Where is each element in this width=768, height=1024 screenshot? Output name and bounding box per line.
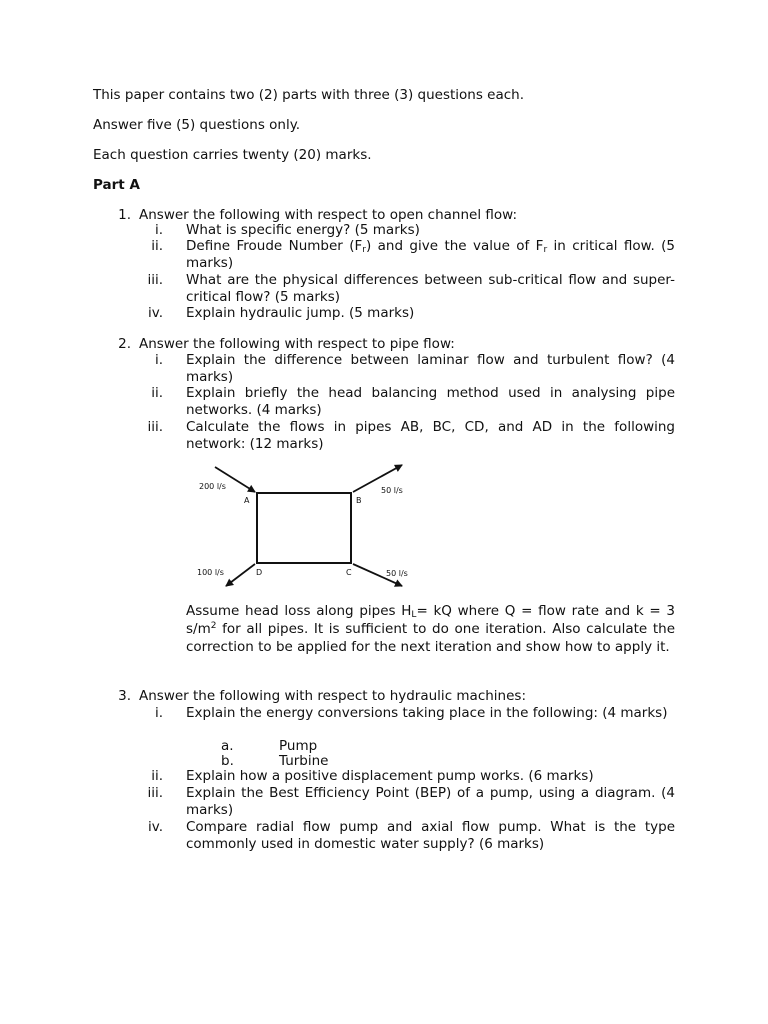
node-label-a: A <box>244 496 250 505</box>
pipe-loop <box>257 493 351 563</box>
question-stem: Answer the following with respect to open channel flow: <box>139 207 517 223</box>
subitem-letter: b. <box>221 753 234 769</box>
subitem-text: Pump <box>279 738 318 754</box>
assumption-note <box>186 602 675 656</box>
note-text: Assume head loss along pipes H <box>186 603 412 619</box>
list-item: What are the physical differences between sub-critical flow and super-critical flow? (5 marks) <box>186 272 675 305</box>
item-numeral: ii. <box>151 768 163 784</box>
list-item: What is specific energy? (5 marks) <box>186 222 420 238</box>
superscript: 2 <box>210 621 217 631</box>
item-text: in critical flow. (5 marks) <box>186 238 675 271</box>
item-text: ) and give the value of F <box>365 238 544 254</box>
list-item: Explain the difference between laminar flow and turbulent flow? (4 marks) <box>186 352 675 385</box>
item-numeral: i. <box>154 705 163 721</box>
intro-line-answer: Answer five (5) questions only. <box>93 117 301 133</box>
question-number: 2. <box>118 336 131 352</box>
question-number: 1. <box>118 207 131 223</box>
flow-label-d: 100 l/s <box>197 568 224 577</box>
list-item: Explain how a positive displacement pump works. (6 marks) <box>186 768 594 784</box>
item-numeral: i. <box>154 222 163 238</box>
question-stem: Answer the following with respect to pipe flow: <box>139 336 455 352</box>
node-label-c: C <box>346 568 352 577</box>
node-label-d: D <box>256 568 263 577</box>
flow-label-b: 50 l/s <box>381 486 403 495</box>
subitem-text: Turbine <box>279 753 329 769</box>
item-numeral: iii. <box>147 419 163 435</box>
list-item: Explain briefly the head balancing method used in analysing pipe networks. (4 marks) <box>186 385 675 418</box>
list-item: Compare radial flow pump and axial flow pump. What is the type commonly used in domestic water supply? (6 marks) <box>186 819 675 852</box>
item-numeral: ii. <box>151 385 163 401</box>
node-label-b: B <box>356 496 362 505</box>
pipe-network-diagram <box>186 458 424 594</box>
question-number: 3. <box>118 688 131 704</box>
outflow-arrow-d <box>226 564 255 586</box>
intro-line-parts: This paper contains two (2) parts with three (3) questions each. <box>93 87 525 103</box>
item-numeral: iii. <box>147 785 163 801</box>
subscript: r <box>543 245 548 255</box>
intro-line-marks: Each question carries twenty (20) marks. <box>93 147 372 163</box>
part-a-heading: Part A <box>93 177 140 193</box>
list-item: Explain the Best Efficiency Point (BEP) of a pump, using a diagram. (4 marks) <box>186 785 675 818</box>
item-numeral: iii. <box>147 272 163 288</box>
item-numeral: iv. <box>148 819 163 835</box>
flow-label-c: 50 l/s <box>386 569 408 578</box>
subscript: r <box>362 245 366 255</box>
note-text: = kQ where Q = flow rate and k = 3 s/m <box>186 603 675 637</box>
list-item: Explain the energy conversions taking place in the following: (4 marks) <box>186 705 668 721</box>
list-item <box>186 238 675 272</box>
subscript: L <box>411 610 417 620</box>
item-numeral: i. <box>154 352 163 368</box>
question-stem: Answer the following with respect to hydraulic machines: <box>139 688 526 704</box>
list-item: Calculate the flows in pipes AB, BC, CD, and AD in the following network: (12 marks) <box>186 419 675 452</box>
note-text: for all pipes. It is sufficient to do one iteration. Also calculate the correction to be applied for the next iteration and show how to apply it. <box>186 621 675 655</box>
flow-label-a: 200 l/s <box>199 482 226 491</box>
list-item: Explain hydraulic jump. (5 marks) <box>186 305 415 321</box>
subitem-letter: a. <box>221 738 234 754</box>
item-numeral: iv. <box>148 305 163 321</box>
item-text: Define Froude Number (F <box>186 238 363 254</box>
item-numeral: ii. <box>151 238 163 254</box>
